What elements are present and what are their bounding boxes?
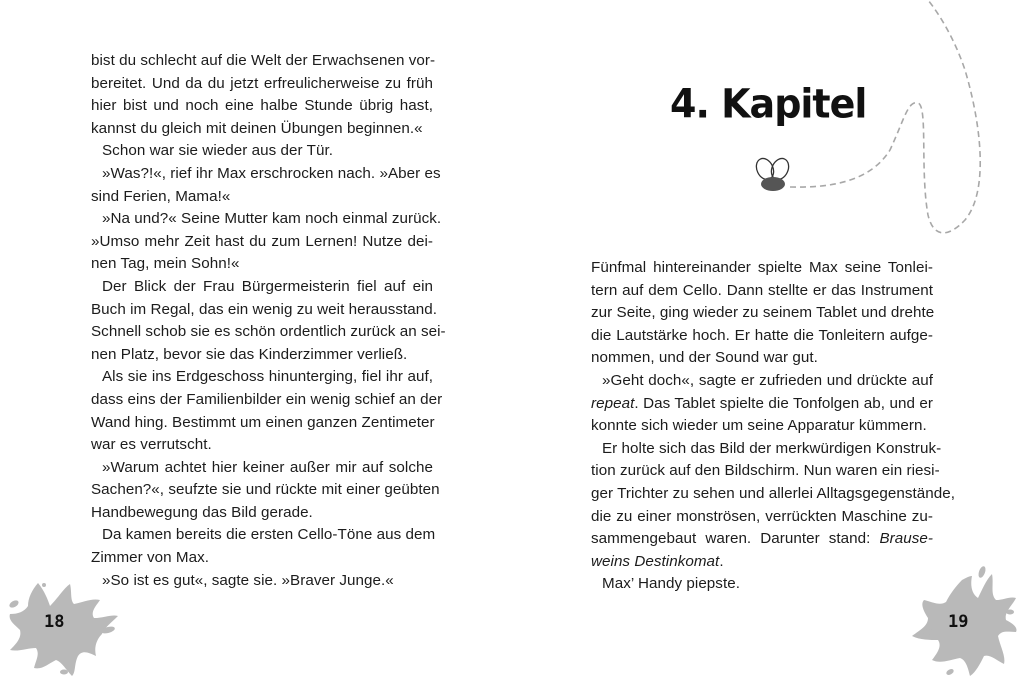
text-line: Sachen?«, seufzte sie und rückte mit einer geübten [91,481,440,499]
text-line: kannst du gleich mit deinen Übungen beginnen.« [91,119,423,137]
page-number: 18 [44,612,65,632]
text-run: sammengebaut waren. Darunter stand: [591,530,880,548]
text-line: sind Ferien, Mama!« [91,187,231,205]
text-line: Schnell schob sie es schön ordentlich zurück an sei- [91,323,446,341]
text-line: nen Tag, mein Sohn!« [91,255,240,273]
text-line: »So ist es gut«, sagte sie. »Braver Junge.« [102,571,394,589]
text-run: die zu einer monströsen, verrückten Maschine zu- [591,507,933,525]
text-line: Schon war sie wieder aus der Tür. [102,142,333,160]
text-run: Max’ Handy piepste. [602,575,740,593]
italic-text: repeat [591,394,635,412]
text-line: nen Platz, bevor sie das Kinderzimmer verließ. [91,345,408,363]
text-line: war es verrutscht. [91,436,212,454]
text-line: Der Blick der Frau Bürgermeisterin fiel auf ein [102,277,433,295]
right-page [510,0,1020,678]
text-run: »Geht doch«, sagte er zufrieden und drückte auf [602,371,933,389]
text-run: Fünfmal hintereinander spielte Max seine Tonlei- [591,259,933,276]
text-run: . [719,552,724,570]
italic-text: weins Destinkomat [591,552,720,570]
text-run: die Lautstärke hoch. Er hatte die Tonleitern aufge- [591,326,933,344]
text-line: »Na und?« Seine Mutter kam noch einmal zurück. [102,210,442,228]
text-line: »Warum achtet hier keiner außer mir auf solche [102,458,433,476]
text-line: Als sie ins Erdgeschoss hinunterging, fiel ihr auf, [102,368,433,386]
text-line: dass eins der Familienbilder ein wenig schief an der [91,390,443,408]
text-line: Wand hing. Bestimmt um einen ganzen Zentimeter [91,413,435,431]
paint-splat-icon [510,0,1020,678]
text-run: tern auf dem Cello. Dann stellte er das Instrument [591,281,933,299]
text-line: »Umso mehr Zeit hast du zum Lernen! Nutze dei- [91,232,433,250]
text-run: zur Seite, ging wieder zu seinem Tablet und drehte [591,304,935,322]
page-number: 19 [948,612,969,632]
chapter-title: 4. Kapitel [670,80,867,128]
text-line: Da kamen bereits die ersten Cello-Töne aus dem [102,526,436,544]
text-line: Buch im Regal, das ein wenig zu weit herausstand. [91,300,438,318]
text-line: Handbewegung das Bild gerade. [91,503,313,521]
text-run: ger Trichter zu sehen und allerlei Alltagsgegenstände, [591,484,956,502]
text-run: Er holte sich das Bild der merkwürdigen Konstruk- [602,439,942,457]
text-line: bereitet. Und da du jetzt erfreulicherweise zu früh [91,74,433,92]
text-run: konnte sich wieder um seine Apparatur kümmern. [591,417,927,435]
text-line: hier bist und noch eine halbe Stunde übrig hast, [91,97,433,115]
text-run: . Das Tablet spielte die Tonfolgen ab, und er [634,394,933,412]
text-line: »Was?!«, rief ihr Max erschrocken nach. »Aber es [102,164,441,182]
text-run: tion zurück auf den Bildschirm. Nun waren ein riesi- [591,462,940,480]
italic-text: Brause- [879,530,933,548]
text-line: Zimmer von Max. [91,549,210,567]
text-run: nommen, und der Sound war gut. [591,349,818,367]
text-line: bist du schlecht auf die Welt der Erwachsenen vor- [91,52,436,69]
